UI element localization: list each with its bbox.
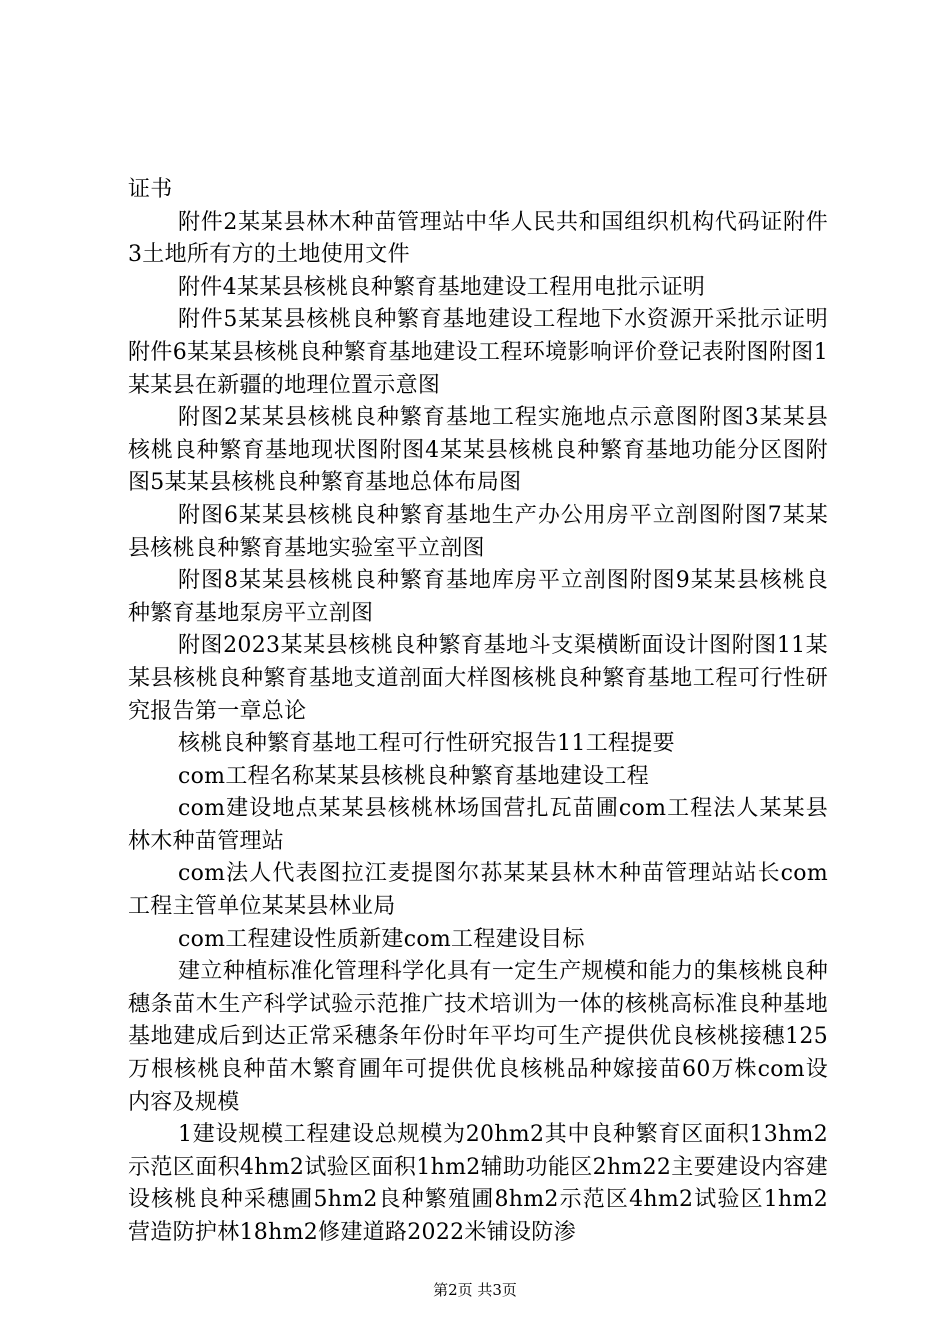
paragraph-5: 附图2某某县核桃良种繁育基地工程实施地点示意图附图3某某县核桃良种繁育基地现状图附图4某某县核桃良种繁育基地功能分区图附图5某某县核桃良种繁育基地总体布局图 xyxy=(128,405,828,496)
paragraph-8: 附图2023某某县核桃良种繁育基地斗支渠横断面设计图附图11某某县核桃良种繁育基地支道剖面大样图核桃良种繁育基地工程可行性研究报告第一章总论 xyxy=(128,633,828,724)
paragraph-7: 附图8某某县核桃良种繁育基地库房平立剖图附图9某某县核桃良种繁育基地泵房平立剖图 xyxy=(128,568,828,626)
paragraph-14: 建立种植标准化管理科学化具有一定生产规模和能力的集核桃良种穗条苗木生产科学试验示范推广技术培训为一体的核桃高标准良种基地基地建成后到达正常采穗条年份时年平均可生产提供优良核桃接穗125万根核桃良种苗木繁育圃年可提供优良核桃品种嫁接苗60万株com设内容及规模 xyxy=(128,959,828,1115)
paragraph-2: 附件2某某县林木种苗管理站中华人民共和国组织机构代码证附件3土地所有方的土地使用文件 xyxy=(128,209,828,268)
document-body xyxy=(128,174,828,1250)
paragraph-6: 附图6某某县核桃良种繁育基地生产办公用房平立剖图附图7某某县核桃良种繁育基地实验室平立剖图 xyxy=(128,502,828,561)
paragraph-15: 1建设规模工程建设总规模为20hm2其中良种繁育区面积13hm2示范区面积4hm2试验区面积1hm2辅助功能区2hm22主要建设内容建设核桃良种采穗圃5hm2良种繁殖圃8hm2示范区4hm2试验区1hm2营造防护林18hm2修建道路2022米铺设防渗 xyxy=(128,1122,828,1245)
paragraph-12: com法人代表图拉江麦提图尔荪某某县林木种苗管理站站长com工程主管单位某某县林业局 xyxy=(128,861,828,920)
paragraph-9: 核桃良种繁育基地工程可行性研究报告11工程提要 xyxy=(178,731,675,757)
paragraph-4: 附件5某某县核桃良种繁育基地建设工程地下水资源开采批示证明附件6某某县核桃良种繁育基地建设工程环境影响评价登记表附图附图1某某县在新疆的地理位置示意图 xyxy=(128,307,828,398)
paragraph-1: 证书 xyxy=(128,177,173,202)
page-footer: 第2页 共3页 xyxy=(433,1281,517,1299)
paragraph-10: com工程名称某某县核桃良种繁育基地建设工程 xyxy=(178,763,650,789)
paragraph-3: 附件4某某县核桃良种繁育基地建设工程用电批示证明 xyxy=(178,274,706,300)
paragraph-11: com建设地点某某县核桃林场国营扎瓦苗圃com工程法人某某县林木种苗管理站 xyxy=(128,796,828,854)
paragraph-13: com工程建设性质新建com工程建设目标 xyxy=(178,926,585,952)
